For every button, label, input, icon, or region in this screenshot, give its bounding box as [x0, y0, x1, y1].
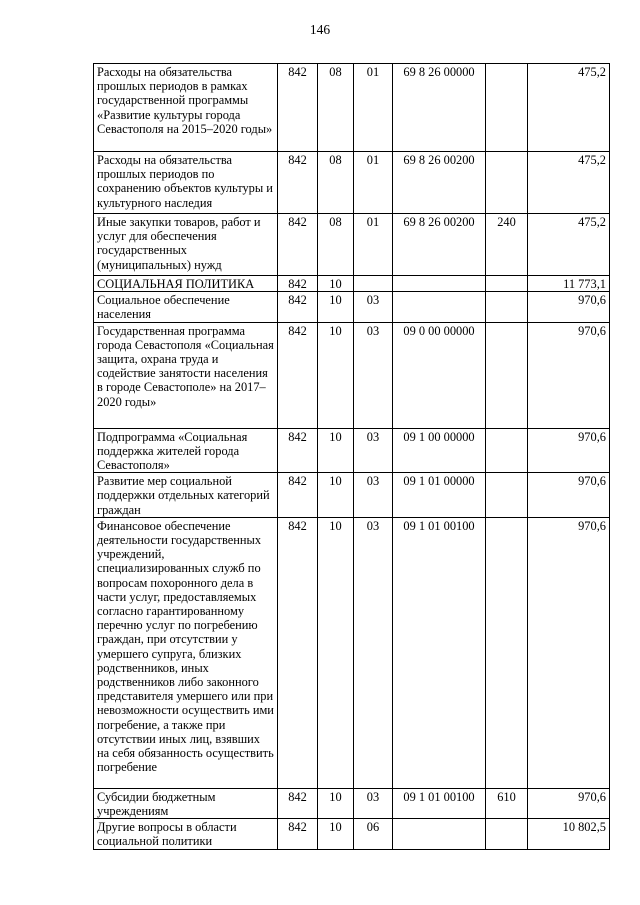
row-sum-cell: 475,2 [528, 152, 610, 214]
row-csr-cell [393, 292, 486, 322]
row-vr-cell: 610 [486, 788, 528, 818]
row-name-cell: Государственная программа города Севастополя «Социальная защита, охрана труда и содействие занятости населения в городе Севастополе» на 2017–2020 годы» [94, 322, 278, 428]
row-name-cell: Другие вопросы в области социальной политики [94, 819, 278, 850]
row-csr-cell: 09 1 01 00100 [393, 788, 486, 818]
row-gr-cell: 842 [278, 819, 318, 850]
row-pr-cell: 03 [354, 322, 393, 428]
row-pr-cell: 03 [354, 473, 393, 518]
row-rz-cell: 10 [318, 788, 354, 818]
row-name-cell: Финансовое обеспечение деятельности государственных учреждений, специализированных служб по вопросам похоронного дела в части услуг, предоставляемых согласно гарантированному перечню услуг по погребению граждан, при отсутствии у умершего супруга, близких родственников, иных родственников либо законного представителя умершего или при невозможности осуществить ими погребение, а также при отсутствии иных лиц, взявших на себя обязанность осуществить погребение [94, 517, 278, 788]
budget-table [93, 63, 610, 850]
row-name-cell: Подпрограмма «Социальная поддержка жителей города Севастополя» [94, 428, 278, 473]
table-row [94, 292, 610, 322]
row-name-cell: Субсидии бюджетным учреждениям [94, 788, 278, 818]
row-vr-cell [486, 517, 528, 788]
budget-table-body [94, 64, 610, 850]
row-pr-cell: 03 [354, 517, 393, 788]
row-csr-cell: 69 8 26 00000 [393, 64, 486, 152]
row-sum-cell: 11 773,1 [528, 276, 610, 292]
row-csr-cell: 09 0 00 00000 [393, 322, 486, 428]
row-sum-cell: 475,2 [528, 214, 610, 276]
table-row [94, 214, 610, 276]
row-gr-cell: 842 [278, 517, 318, 788]
row-pr-cell [354, 276, 393, 292]
table-row [94, 788, 610, 818]
row-vr-cell [486, 428, 528, 473]
row-gr-cell: 842 [278, 428, 318, 473]
row-vr-cell: 240 [486, 214, 528, 276]
row-pr-cell: 03 [354, 292, 393, 322]
row-sum-cell: 10 802,5 [528, 819, 610, 850]
row-csr-cell: 09 1 00 00000 [393, 428, 486, 473]
row-rz-cell: 08 [318, 152, 354, 214]
row-csr-cell: 09 1 01 00100 [393, 517, 486, 788]
row-name-cell: Социальное обеспечение населения [94, 292, 278, 322]
row-rz-cell: 10 [318, 473, 354, 518]
row-gr-cell: 842 [278, 473, 318, 518]
row-sum-cell: 970,6 [528, 322, 610, 428]
table-row [94, 819, 610, 850]
row-sum-cell: 970,6 [528, 428, 610, 473]
table-row [94, 517, 610, 788]
row-sum-cell: 970,6 [528, 517, 610, 788]
row-csr-cell [393, 819, 486, 850]
table-row [94, 322, 610, 428]
row-vr-cell [486, 819, 528, 850]
row-vr-cell [486, 64, 528, 152]
row-vr-cell [486, 473, 528, 518]
table-row [94, 152, 610, 214]
row-pr-cell: 06 [354, 819, 393, 850]
row-gr-cell: 842 [278, 152, 318, 214]
table-row [94, 276, 610, 292]
row-pr-cell: 03 [354, 428, 393, 473]
row-rz-cell: 10 [318, 322, 354, 428]
row-sum-cell: 970,6 [528, 788, 610, 818]
row-name-cell: СОЦИАЛЬНАЯ ПОЛИТИКА [94, 276, 278, 292]
row-sum-cell: 970,6 [528, 473, 610, 518]
row-sum-cell: 970,6 [528, 292, 610, 322]
row-vr-cell [486, 152, 528, 214]
table-row [94, 64, 610, 152]
row-csr-cell: 69 8 26 00200 [393, 214, 486, 276]
row-gr-cell: 842 [278, 214, 318, 276]
row-gr-cell: 842 [278, 788, 318, 818]
row-vr-cell [486, 276, 528, 292]
row-rz-cell: 10 [318, 292, 354, 322]
row-sum-cell: 475,2 [528, 64, 610, 152]
row-name-cell: Расходы на обязательства прошлых периодов в рамках государственной программы «Развитие культуры города Севастополя на 2015–2020 годы» [94, 64, 278, 152]
row-gr-cell: 842 [278, 276, 318, 292]
row-pr-cell: 03 [354, 788, 393, 818]
table-row [94, 428, 610, 473]
row-name-cell: Иные закупки товаров, работ и услуг для обеспечения государственных (муниципальных) нужд [94, 214, 278, 276]
row-rz-cell: 10 [318, 517, 354, 788]
table-row [94, 473, 610, 518]
row-vr-cell [486, 292, 528, 322]
row-csr-cell [393, 276, 486, 292]
row-pr-cell: 01 [354, 214, 393, 276]
page-number: 146 [309, 22, 331, 37]
row-rz-cell: 10 [318, 276, 354, 292]
row-gr-cell: 842 [278, 64, 318, 152]
row-rz-cell: 10 [318, 428, 354, 473]
row-vr-cell [486, 322, 528, 428]
row-csr-cell: 69 8 26 00200 [393, 152, 486, 214]
row-rz-cell: 08 [318, 64, 354, 152]
row-name-cell: Расходы на обязательства прошлых периодов по сохранению объектов культуры и культурного наследия [94, 152, 278, 214]
row-name-cell: Развитие мер социальной поддержки отдельных категорий граждан [94, 473, 278, 518]
row-rz-cell: 10 [318, 819, 354, 850]
row-gr-cell: 842 [278, 322, 318, 428]
row-rz-cell: 08 [318, 214, 354, 276]
row-pr-cell: 01 [354, 152, 393, 214]
row-csr-cell: 09 1 01 00000 [393, 473, 486, 518]
row-gr-cell: 842 [278, 292, 318, 322]
row-pr-cell: 01 [354, 64, 393, 152]
